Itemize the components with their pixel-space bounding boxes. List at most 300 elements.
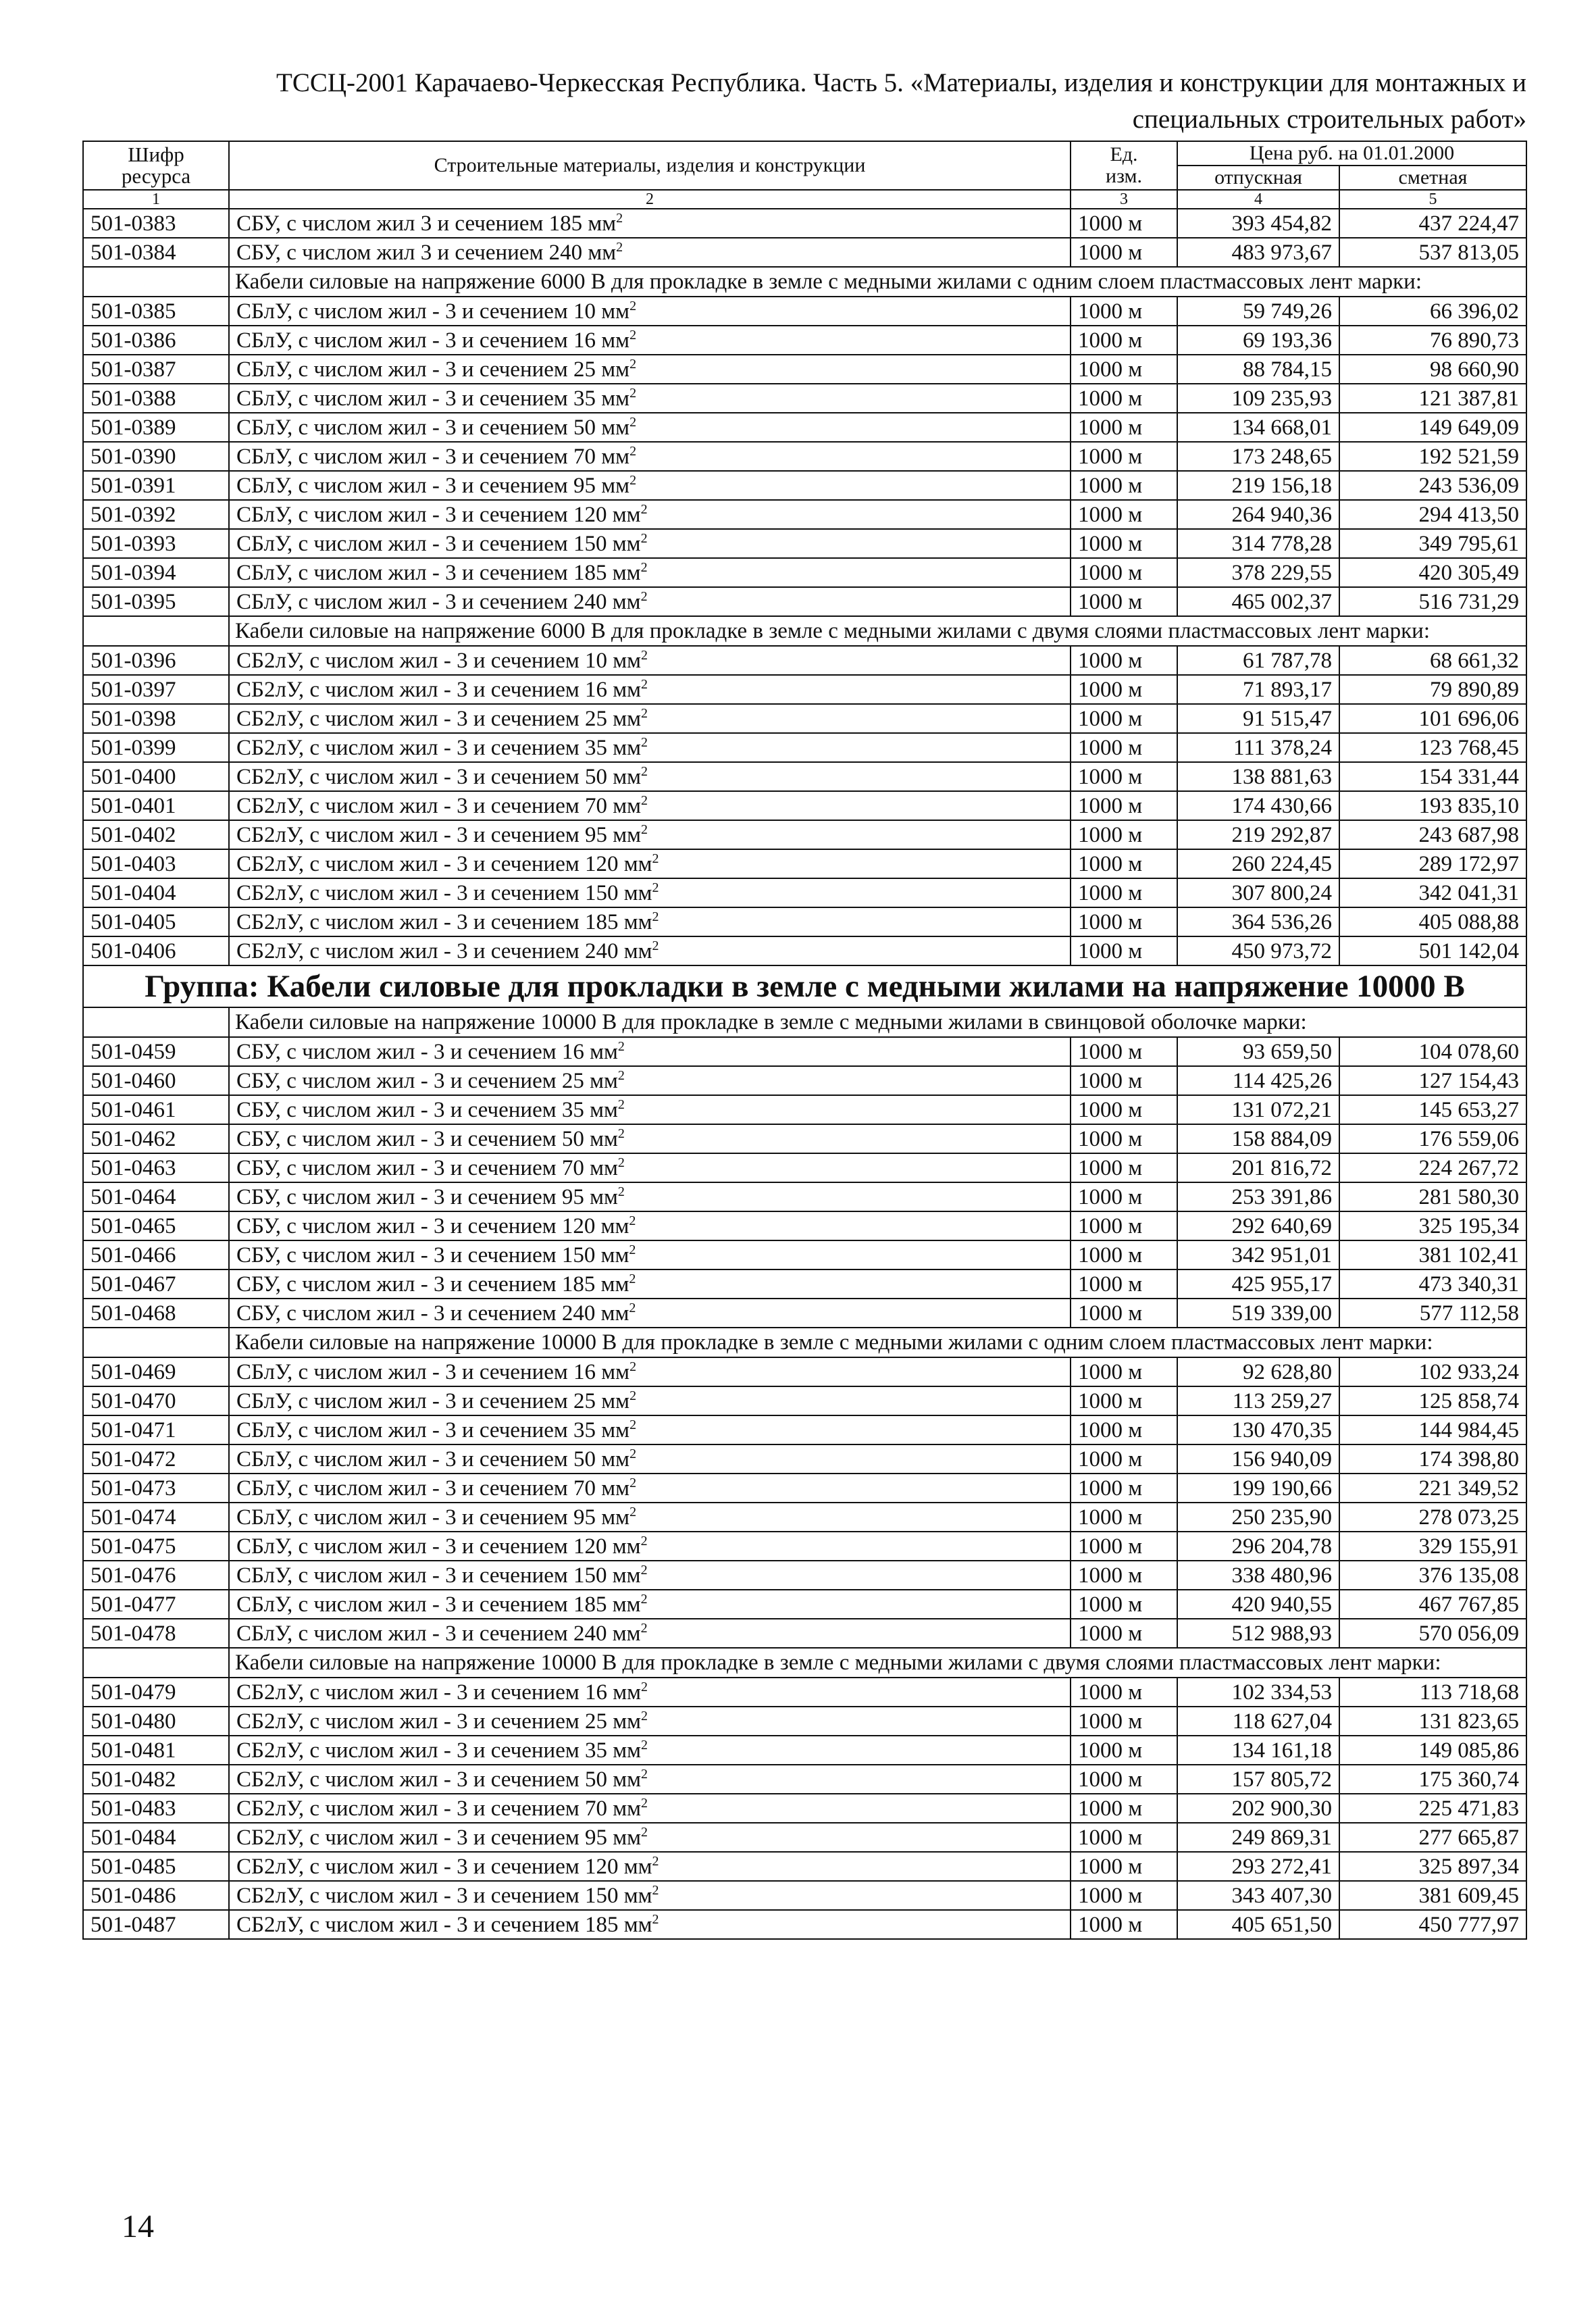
- price-header: Цена руб. на 01.01.2000: [1177, 141, 1526, 166]
- superscript-squared: 2: [640, 501, 648, 517]
- resource-code: [83, 936, 229, 965]
- resource-code-text: 501-0459: [91, 1039, 176, 1064]
- release-price: [1177, 587, 1339, 616]
- release-price: [1177, 1619, 1339, 1648]
- unit-cell: [1071, 558, 1177, 587]
- estimate-price: [1339, 1066, 1526, 1095]
- group-heading: Группа: Кабели силовые для прокладки в земле с медными жилами на напряжение 10000 В: [83, 965, 1526, 1007]
- release-price-text: 364 536,26: [1231, 909, 1332, 934]
- table-row: [83, 238, 1526, 267]
- subgroup-row: [83, 1007, 1526, 1037]
- resource-code: [83, 209, 229, 238]
- table-row: [83, 1910, 1526, 1939]
- table-row: [83, 704, 1526, 733]
- material-name: [229, 1269, 1071, 1299]
- material-name-text: СБлУ, с числом жил - 3 и сечением 185 мм: [236, 1592, 641, 1617]
- unit-cell: [1071, 1590, 1177, 1619]
- estimate-price-text: 154 331,44: [1418, 764, 1520, 789]
- estimate-price-text: 149 649,09: [1418, 415, 1520, 440]
- estimate-price: [1339, 1678, 1526, 1707]
- title-line-1: ТССЦ-2001 Карачаево-Черкесская Республика. Часть 5. «Материалы, изделия и конструкции для монтажных и: [276, 68, 1526, 97]
- resource-code-text: 501-0479: [91, 1680, 176, 1705]
- empty-code-cell: [83, 1007, 229, 1037]
- title-line-2: специальных строительных работ»: [1132, 105, 1526, 134]
- table-row: [83, 675, 1526, 704]
- estimate-price-text: 289 172,97: [1418, 851, 1520, 876]
- superscript-squared: 2: [629, 1213, 636, 1228]
- material-name: [229, 1503, 1071, 1532]
- material-name-text: СБлУ, с числом жил - 3 и сечением 70 мм: [236, 1476, 630, 1501]
- superscript-squared: 2: [629, 1271, 636, 1286]
- release-price: [1177, 849, 1339, 878]
- superscript-squared: 2: [640, 1533, 648, 1549]
- unit-cell-text: 1000 м: [1078, 1534, 1143, 1559]
- table-row: [83, 878, 1526, 907]
- release-price: [1177, 907, 1339, 936]
- material-name-text: СБлУ, с числом жил - 3 и сечением 240 мм: [236, 1621, 641, 1646]
- resource-code: [83, 1240, 229, 1269]
- superscript-squared: 2: [616, 210, 623, 226]
- material-name-text: СБлУ, с числом жил - 3 и сечением 50 мм: [236, 1447, 630, 1472]
- release-price: [1177, 1415, 1339, 1444]
- table-row: [83, 355, 1526, 384]
- material-name: [229, 878, 1071, 907]
- release-price: [1177, 820, 1339, 849]
- superscript-squared: 2: [629, 1504, 637, 1519]
- resource-code: [83, 1736, 229, 1765]
- unit-cell-text: 1000 м: [1078, 1126, 1143, 1151]
- table-row: [83, 1707, 1526, 1736]
- table-row: [83, 471, 1526, 500]
- release-price-text: 109 235,93: [1231, 386, 1332, 411]
- superscript-squared: 2: [640, 559, 648, 575]
- unit-cell-text: 1000 м: [1078, 1825, 1143, 1850]
- table-row: [83, 1794, 1526, 1823]
- superscript-squared: 2: [617, 1067, 625, 1083]
- release-price: [1177, 1503, 1339, 1532]
- release-price-header: отпускная: [1177, 166, 1339, 190]
- table-row: [83, 529, 1526, 558]
- table-row: [83, 384, 1526, 413]
- material-name-text: СБ2лУ, с числом жил - 3 и сечением 120 мм: [236, 851, 652, 876]
- release-price-text: 307 800,24: [1231, 880, 1332, 905]
- material-name-text: СБ2лУ, с числом жил - 3 и сечением 16 мм: [236, 1680, 641, 1705]
- release-price-text: 158 884,09: [1231, 1126, 1332, 1151]
- table-row: [83, 1619, 1526, 1648]
- estimate-price: [1339, 1503, 1526, 1532]
- release-price-text: 69 193,36: [1243, 328, 1332, 353]
- resource-code-text: 501-0392: [91, 502, 176, 527]
- release-price: [1177, 675, 1339, 704]
- table-row: [83, 1823, 1526, 1852]
- material-name: [229, 1474, 1071, 1503]
- release-price: [1177, 1881, 1339, 1910]
- unit-cell-text: 1000 м: [1078, 1039, 1143, 1064]
- material-name-text: СБлУ, с числом жил - 3 и сечением 35 мм: [236, 386, 630, 411]
- estimate-price: [1339, 1474, 1526, 1503]
- resource-code-text: 501-0487: [91, 1912, 176, 1937]
- estimate-price-text: 243 536,09: [1418, 473, 1520, 498]
- resource-code-text: 501-0481: [91, 1738, 176, 1763]
- superscript-squared: 2: [629, 1242, 636, 1257]
- resource-code-text: 501-0467: [91, 1272, 176, 1297]
- unit-cell: [1071, 1444, 1177, 1474]
- superscript-squared: 2: [629, 472, 637, 488]
- material-name: [229, 384, 1071, 413]
- material-name-text: СБУ, с числом жил - 3 и сечением 50 мм: [236, 1126, 618, 1151]
- estimate-price: [1339, 1153, 1526, 1182]
- resource-code-text: 501-0466: [91, 1242, 176, 1267]
- superscript-squared: 2: [652, 1911, 659, 1927]
- resource-code-text: 501-0471: [91, 1417, 176, 1442]
- estimate-price: [1339, 1386, 1526, 1415]
- unit-cell: [1071, 704, 1177, 733]
- estimate-price-text: 281 580,30: [1418, 1184, 1520, 1209]
- material-name: [229, 1357, 1071, 1386]
- release-price-text: 113 259,27: [1232, 1388, 1332, 1413]
- resource-code-text: 501-0464: [91, 1184, 176, 1209]
- table-row: [83, 733, 1526, 762]
- table-row: [83, 1532, 1526, 1561]
- unit-cell: [1071, 675, 1177, 704]
- table-row: [83, 1124, 1526, 1153]
- superscript-squared: 2: [629, 1417, 637, 1432]
- release-price-text: 93 659,50: [1243, 1039, 1332, 1064]
- release-price-text: 450 973,72: [1231, 938, 1332, 963]
- unit-cell: [1071, 587, 1177, 616]
- unit-cell-text: 1000 м: [1078, 1505, 1143, 1530]
- resource-code-text: 501-0385: [91, 299, 176, 324]
- release-price-text: 342 951,01: [1231, 1242, 1332, 1267]
- unit-cell: [1071, 413, 1177, 442]
- material-name-text: СБУ, с числом жил - 3 и сечением 70 мм: [236, 1155, 618, 1180]
- estimate-price: [1339, 529, 1526, 558]
- name-header: Строительные материалы, изделия и конструкции: [229, 141, 1071, 190]
- unit-cell-text: 1000 м: [1078, 1796, 1143, 1821]
- material-name: [229, 1619, 1071, 1648]
- unit-cell: [1071, 1153, 1177, 1182]
- release-price-text: 378 229,55: [1231, 560, 1332, 585]
- material-name-text: СБлУ, с числом жил - 3 и сечением 50 мм: [236, 415, 630, 440]
- release-price-text: 102 334,53: [1231, 1680, 1332, 1705]
- resource-code-text: 501-0465: [91, 1213, 176, 1238]
- release-price-text: 61 787,78: [1243, 648, 1332, 673]
- estimate-price-text: 437 224,47: [1418, 211, 1520, 236]
- resource-code-text: 501-0389: [91, 415, 176, 440]
- material-name-text: СБлУ, с числом жил - 3 и сечением 25 мм: [236, 1388, 630, 1413]
- material-name-text: СБлУ, с числом жил - 3 и сечением 185 мм: [236, 560, 641, 585]
- unit-cell: [1071, 1881, 1177, 1910]
- resource-code: [83, 587, 229, 616]
- unit-cell: [1071, 1386, 1177, 1415]
- resource-code: [83, 820, 229, 849]
- release-price: [1177, 1299, 1339, 1328]
- resource-code: [83, 1881, 229, 1910]
- table-row: [83, 297, 1526, 326]
- material-name-text: СБ2лУ, с числом жил - 3 и сечением 16 мм: [236, 677, 641, 702]
- resource-code-text: 501-0396: [91, 648, 176, 673]
- estimate-price: [1339, 1707, 1526, 1736]
- unit-cell: [1071, 1532, 1177, 1561]
- release-price: [1177, 326, 1339, 355]
- table-row: [83, 209, 1526, 238]
- estimate-price-text: 376 135,08: [1418, 1563, 1520, 1588]
- release-price: [1177, 238, 1339, 267]
- unit-cell: [1071, 1095, 1177, 1124]
- resource-code: [83, 1386, 229, 1415]
- resource-code-text: 501-0393: [91, 531, 176, 556]
- estimate-price-text: 577 112,58: [1419, 1301, 1520, 1326]
- material-name: [229, 529, 1071, 558]
- unit-cell: [1071, 820, 1177, 849]
- unit-cell-text: 1000 м: [1078, 764, 1143, 789]
- column-number-row: [83, 190, 1526, 209]
- material-name: [229, 326, 1071, 355]
- column-number: 2: [229, 190, 1071, 209]
- material-name: [229, 297, 1071, 326]
- release-price: [1177, 384, 1339, 413]
- unit-cell-text: 1000 м: [1078, 1213, 1143, 1238]
- release-price: [1177, 297, 1339, 326]
- document-title: [81, 65, 1526, 138]
- estimate-price: [1339, 733, 1526, 762]
- superscript-squared: 2: [640, 1562, 648, 1578]
- table-row: [83, 762, 1526, 791]
- material-name: [229, 355, 1071, 384]
- release-price-text: 130 470,35: [1231, 1417, 1332, 1442]
- release-price: [1177, 558, 1339, 587]
- unit-cell: [1071, 936, 1177, 965]
- resource-code: [83, 238, 229, 267]
- material-name-text: СБлУ, с числом жил - 3 и сечением 25 мм: [236, 357, 630, 382]
- release-price: [1177, 1852, 1339, 1881]
- subgroup-heading: Кабели силовые на напряжение 10000 В для прокладке в земле с медными жилами с одним слоем пластмассовых лент марки:: [229, 1328, 1526, 1357]
- table-row: [83, 936, 1526, 965]
- resource-code: [83, 1823, 229, 1852]
- release-price-text: 202 900,30: [1231, 1796, 1332, 1821]
- unit-cell-text: 1000 м: [1078, 211, 1143, 236]
- material-name-text: СБ2лУ, с числом жил - 3 и сечением 70 мм: [236, 1796, 641, 1821]
- estimate-price: [1339, 1765, 1526, 1794]
- estimate-price: [1339, 1590, 1526, 1619]
- table-row: [83, 791, 1526, 820]
- unit-cell: [1071, 471, 1177, 500]
- column-number: 5: [1339, 190, 1526, 209]
- material-name: [229, 1240, 1071, 1269]
- estimate-price: [1339, 1095, 1526, 1124]
- estimate-price-text: 66 396,02: [1430, 299, 1520, 324]
- resource-code-text: 501-0482: [91, 1767, 176, 1792]
- material-name-text: СБ2лУ, с числом жил - 3 и сечением 35 мм: [236, 1738, 641, 1763]
- resource-code-text: 501-0401: [91, 793, 176, 818]
- resource-code: [83, 1561, 229, 1590]
- unit-cell: [1071, 297, 1177, 326]
- unit-cell: [1071, 1765, 1177, 1794]
- resource-code: [83, 384, 229, 413]
- resource-code: [83, 558, 229, 587]
- unit-cell: [1071, 238, 1177, 267]
- superscript-squared: 2: [629, 298, 637, 313]
- material-name-text: СБлУ, с числом жил - 3 и сечением 120 мм: [236, 502, 641, 527]
- estimate-price: [1339, 297, 1526, 326]
- unit-cell-text: 1000 м: [1078, 677, 1143, 702]
- unit-cell-text: 1000 м: [1078, 1097, 1143, 1122]
- resource-code-text: 501-0463: [91, 1155, 176, 1180]
- superscript-squared: 2: [641, 734, 648, 750]
- estimate-price: [1339, 646, 1526, 675]
- release-price: [1177, 1678, 1339, 1707]
- material-name-text: СБлУ, с числом жил - 3 и сечением 10 мм: [236, 299, 630, 324]
- column-number: 1: [83, 190, 229, 209]
- unit-cell: [1071, 1852, 1177, 1881]
- material-name: [229, 1910, 1071, 1939]
- material-name: [229, 413, 1071, 442]
- release-price: [1177, 1707, 1339, 1736]
- release-price-text: 131 072,21: [1231, 1097, 1332, 1122]
- material-name: [229, 209, 1071, 238]
- table-row: [83, 1240, 1526, 1269]
- resource-code: [83, 1619, 229, 1648]
- material-name: [229, 1299, 1071, 1328]
- superscript-squared: 2: [617, 1097, 625, 1112]
- resource-code-text: 501-0486: [91, 1883, 176, 1908]
- resource-code-text: 501-0400: [91, 764, 176, 789]
- material-name-text: СБлУ, с числом жил - 3 и сечением 70 мм: [236, 444, 630, 469]
- resource-code-text: 501-0395: [91, 589, 176, 614]
- unit-cell-text: 1000 м: [1078, 793, 1143, 818]
- unit-cell: [1071, 1561, 1177, 1590]
- superscript-squared: 2: [652, 1853, 659, 1869]
- resource-code-text: 501-0394: [91, 560, 176, 585]
- unit-cell: [1071, 646, 1177, 675]
- release-price-text: 260 224,45: [1231, 851, 1332, 876]
- estimate-price-text: 125 858,74: [1418, 1388, 1520, 1413]
- unit-cell: [1071, 1736, 1177, 1765]
- resource-code: [83, 878, 229, 907]
- superscript-squared: 2: [641, 676, 648, 692]
- release-price: [1177, 878, 1339, 907]
- estimate-price: [1339, 849, 1526, 878]
- material-name: [229, 1678, 1071, 1707]
- estimate-price: [1339, 1124, 1526, 1153]
- superscript-squared: 2: [629, 1475, 637, 1490]
- release-price-text: 201 816,72: [1231, 1155, 1332, 1180]
- release-price: [1177, 1095, 1339, 1124]
- estimate-price-text: 104 078,60: [1418, 1039, 1520, 1064]
- resource-code-text: 501-0476: [91, 1563, 176, 1588]
- release-price: [1177, 1182, 1339, 1211]
- release-price: [1177, 413, 1339, 442]
- table-row: [83, 1852, 1526, 1881]
- unit-cell: [1071, 1211, 1177, 1240]
- table-row: [83, 1153, 1526, 1182]
- resource-code-text: 501-0485: [91, 1854, 176, 1879]
- estimate-price: [1339, 413, 1526, 442]
- unit-cell-text: 1000 м: [1078, 1854, 1143, 1879]
- resource-code: [83, 849, 229, 878]
- resource-code: [83, 529, 229, 558]
- estimate-price-text: 121 387,81: [1418, 386, 1520, 411]
- material-name-text: СБ2лУ, с числом жил - 3 и сечением 50 мм: [236, 1767, 641, 1792]
- unit-cell-text: 1000 м: [1078, 328, 1143, 353]
- superscript-squared: 2: [616, 239, 623, 255]
- material-name-text: СБ2лУ, с числом жил - 3 и сечением 150 мм: [236, 1883, 652, 1908]
- column-number: 4: [1177, 190, 1339, 209]
- unit-cell-text: 1000 м: [1078, 1447, 1143, 1472]
- material-name-text: СБУ, с числом жил - 3 и сечением 16 мм: [236, 1039, 618, 1064]
- resource-code-text: 501-0406: [91, 938, 176, 963]
- unit-cell-text: 1000 м: [1078, 880, 1143, 905]
- material-name-text: СБ2лУ, с числом жил - 3 и сечением 185 мм: [236, 909, 652, 934]
- estimate-price: [1339, 1299, 1526, 1328]
- release-price-text: 92 628,80: [1243, 1359, 1332, 1384]
- resource-code: [83, 1444, 229, 1474]
- release-price: [1177, 1240, 1339, 1269]
- superscript-squared: 2: [652, 1882, 659, 1898]
- unit-cell: [1071, 355, 1177, 384]
- resource-code: [83, 297, 229, 326]
- estimate-price: [1339, 791, 1526, 820]
- resource-code: [83, 675, 229, 704]
- superscript-squared: 2: [629, 327, 637, 343]
- material-name-text: СБУ, с числом жил - 3 и сечением 95 мм: [236, 1184, 618, 1209]
- material-name: [229, 1561, 1071, 1590]
- release-price: [1177, 1211, 1339, 1240]
- superscript-squared: 2: [617, 1155, 625, 1170]
- superscript-squared: 2: [617, 1126, 625, 1141]
- unit-cell-text: 1000 м: [1078, 938, 1143, 963]
- table-row: [83, 558, 1526, 587]
- unit-cell-text: 1000 м: [1078, 502, 1143, 527]
- table-row: [83, 1736, 1526, 1765]
- release-price: [1177, 1269, 1339, 1299]
- release-price-text: 114 425,26: [1232, 1068, 1332, 1093]
- resource-code: [83, 326, 229, 355]
- estimate-price: [1339, 1269, 1526, 1299]
- unit-cell: [1071, 1415, 1177, 1444]
- resource-code: [83, 1503, 229, 1532]
- estimate-price: [1339, 878, 1526, 907]
- unit-cell-text: 1000 м: [1078, 648, 1143, 673]
- unit-cell: [1071, 1124, 1177, 1153]
- superscript-squared: 2: [640, 1591, 648, 1607]
- unit-cell: [1071, 1794, 1177, 1823]
- resource-code-text: 501-0405: [91, 909, 176, 934]
- material-name: [229, 1765, 1071, 1794]
- unit-cell: [1071, 1037, 1177, 1066]
- unit-cell-text: 1000 м: [1078, 1068, 1143, 1093]
- estimate-price: [1339, 1037, 1526, 1066]
- table-row: [83, 907, 1526, 936]
- resource-code-text: 501-0391: [91, 473, 176, 498]
- estimate-price: [1339, 1823, 1526, 1852]
- superscript-squared: 2: [640, 1620, 648, 1636]
- unit-cell: [1071, 1707, 1177, 1736]
- superscript-squared: 2: [640, 530, 648, 546]
- resource-code: [83, 733, 229, 762]
- unit-cell-text: 1000 м: [1078, 1680, 1143, 1705]
- group-row: [83, 965, 1526, 1007]
- estimate-price: [1339, 355, 1526, 384]
- resource-code-text: 501-0474: [91, 1505, 176, 1530]
- unit-cell-text: 1000 м: [1078, 1359, 1143, 1384]
- unit-cell-text: 1000 м: [1078, 531, 1143, 556]
- estimate-price-text: 450 777,97: [1418, 1912, 1520, 1937]
- release-price-text: 156 940,09: [1231, 1447, 1332, 1472]
- resource-code: [83, 355, 229, 384]
- table-row: [83, 442, 1526, 471]
- estimate-price-text: 329 155,91: [1418, 1534, 1520, 1559]
